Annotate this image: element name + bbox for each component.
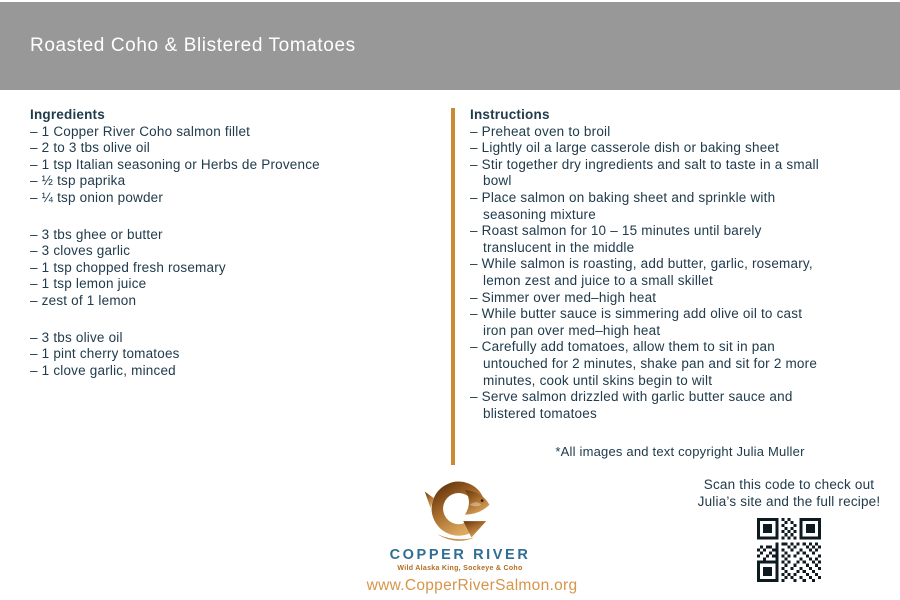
ingredient-item: – ½ tsp paprika [30,173,126,189]
qr-section [693,476,885,582]
qr-caption-line1: Scan this code to check out [703,477,875,492]
qr-code [757,518,821,582]
instruction-step: – Serve salmon drizzled with garlic butter sauce and blistered tomatoes [470,389,793,421]
salmon-fish-icon [419,472,501,544]
instruction-step: – Lightly oil a large casserole dish or baking sheet [470,140,780,156]
ingredient-group-salmon [30,124,435,207]
instruction-step: – While butter sauce is simmering add olive oil to cast iron pan over med–high heat [470,306,803,338]
ingredient-item: – 1 tsp chopped fresh rosemary [30,259,226,275]
instruction-steps [470,124,828,423]
ingredient-item: – ¼ tsp onion powder [30,189,164,205]
ingredient-item: – 1 clove garlic, minced [30,362,176,378]
brand-name: COPPER RIVER [389,547,531,563]
instruction-step: – Stir together dry ingredients and salt to taste in a small bowl [470,156,819,189]
ingredient-group-butter-sauce [30,227,435,310]
vertical-divider [451,108,455,465]
ingredient-item: – 3 tbs ghee or butter [30,226,163,242]
copyright-note: *All images and text copyright Julia Muller [555,444,805,459]
ingredient-item: – 3 cloves garlic [30,243,131,259]
page-title: Roasted Coho & Blistered Tomatoes [30,35,356,56]
copper-river-logo [385,472,535,572]
ingredient-item: – 3 tbs olive oil [30,329,123,345]
ingredients-section [30,107,435,379]
ingredients-heading: Ingredients [30,107,105,122]
instruction-step: – Roast salmon for 10 – 15 minutes until barely translucent in the middle [470,223,762,255]
instruction-step: – Preheat oven to broil [470,123,611,139]
ingredient-item: – 2 to 3 tbs olive oil [30,140,150,156]
instructions-section [470,107,828,422]
ingredient-group-tomatoes [30,330,435,380]
instruction-step: – Place salmon on baking sheet and sprinkle with seasoning mixture [470,189,776,222]
instruction-step: – Carefully add tomatoes, allow them to sit in pan untouched for 2 minutes, shake pan and sit for 2 more minutes, cook until skins begin to wilt [470,339,818,388]
brand-tagline: Wild Alaska King, Sockeye & Coho [397,565,523,572]
ingredient-item: – 1 pint cherry tomatoes [30,346,180,362]
website-link[interactable]: www.CopperRiverSalmon.org [366,577,578,594]
qr-caption-line2: Julia’s site and the full recipe! [697,494,881,509]
instruction-step: – While salmon is roasting, add butter, garlic, rosemary, lemon zest and juice to a small skillet [470,256,813,288]
instruction-step: – Simmer over med–high heat [470,289,657,305]
ingredient-item: – 1 tsp lemon juice [30,276,147,292]
header-banner [0,2,900,90]
ingredient-item: – 1 tsp Italian seasoning or Herbs de Provence [30,156,320,172]
ingredient-item: – 1 Copper River Coho salmon fillet [30,123,251,139]
ingredient-item: – zest of 1 lemon [30,292,137,308]
instructions-heading: Instructions [470,107,550,122]
